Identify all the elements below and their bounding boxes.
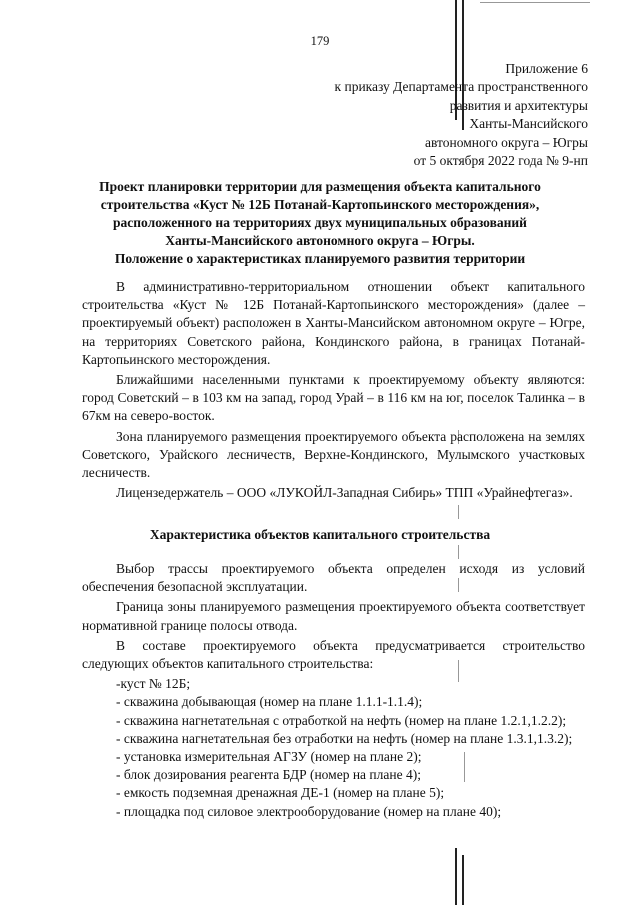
paragraph-location: В административно-территориальном отношении объект капитального строительства «Куст № 12Б Потанай-Картопьинского месторождения» (далее – проектируемый объект) расположен в Ханты-Мансийском автономном округе – Югре, на территориях Советского района, Кондинского района, в границах Потанай-Картопьинского месторождения.	[82, 279, 585, 367]
paragraph-settlements: Ближайшими населенными пунктами к проектируемому объекту являются: город Советский – в 103 км на запад, город Урай – в 116 км на юг, поселок Талинка – в 67км на северо-восток.	[82, 372, 585, 424]
appendix-line: Приложение 6	[505, 61, 588, 76]
title-line: расположенного на территориях двух муниципальных образований	[113, 215, 527, 230]
document-title	[62, 178, 578, 268]
appendix-line: развития и архитектуры	[449, 97, 588, 113]
binding-line	[455, 848, 457, 905]
title-line: Ханты-Мансийского автономного округа – Югры.	[165, 233, 475, 248]
paragraph-licensee: Лицензедержатель – ООО «ЛУКОЙЛ-Западная Сибирь» ТПП «Урайнефтегаз».	[116, 485, 573, 501]
page-number: 179	[310, 34, 330, 48]
appendix-line: к приказу Департамента пространственного	[334, 79, 588, 95]
list-item: - блок дозирования реагента БДР (номер на плане 4);	[116, 767, 421, 783]
list-item: - площадка под силовое электрооборудование (номер на плане 40);	[116, 803, 502, 819]
paragraph-composition: В составе проектируемого объекта предусматривается строительство следующих объектов капитального строительства:	[82, 637, 585, 672]
section-title: Характеристика объектов капитального строительства	[149, 527, 491, 542]
list-item: - емкость подземная дренажная ДЕ-1 (номер на плане 5);	[116, 785, 445, 801]
list-item: - установка измерительная АГЗУ (номер на плане 2);	[116, 749, 422, 765]
title-line: строительства «Куст № 12Б Потанай-Картопьинского месторождения»,	[100, 197, 540, 212]
appendix-line: Ханты-Мансийского	[469, 116, 588, 132]
objects-section	[82, 560, 585, 821]
appendix-header	[335, 60, 588, 170]
scan-mark	[480, 2, 590, 3]
scan-mark	[458, 505, 459, 519]
object-list	[82, 675, 585, 821]
list-item: - скважина нагнетательная с отработкой на нефть (номер на плане 1.2.1,1.2.2);	[116, 712, 567, 728]
paragraph-boundary: Граница зоны планируемого размещения проектируемого объекта соответствует нормативной границе полосы отвода.	[82, 599, 585, 633]
title-line: Положение о характеристиках планируемого развития территории	[114, 251, 526, 266]
appendix-line: от 5 октября 2022 года № 9-нп	[413, 153, 588, 169]
intro-section	[82, 278, 585, 502]
binding-line	[462, 855, 464, 905]
list-item: -куст № 12Б;	[116, 676, 191, 692]
scan-mark	[458, 545, 459, 559]
list-item: - скважина добывающая (номер на плане 1.1.1-1.1.4);	[116, 694, 423, 710]
list-item: - скважина нагнетательная без отработки на нефть (номер на плане 1.3.1,1.3.2);	[116, 730, 573, 746]
paragraph-route: Выбор трассы проектируемого объекта определен исходя из условий обеспечения безопасной эксплуатации.	[82, 561, 585, 595]
title-line: Проект планировки территории для размещения объекта капитального	[99, 179, 541, 194]
appendix-line: автономного округа – Югры	[425, 134, 588, 150]
paragraph-zone: Зона планируемого размещения проектируемого объекта расположена на землях Советского, Урайского лесничеств, Верхне-Кондинского, Мулымского участковых лесничеств.	[82, 428, 585, 481]
